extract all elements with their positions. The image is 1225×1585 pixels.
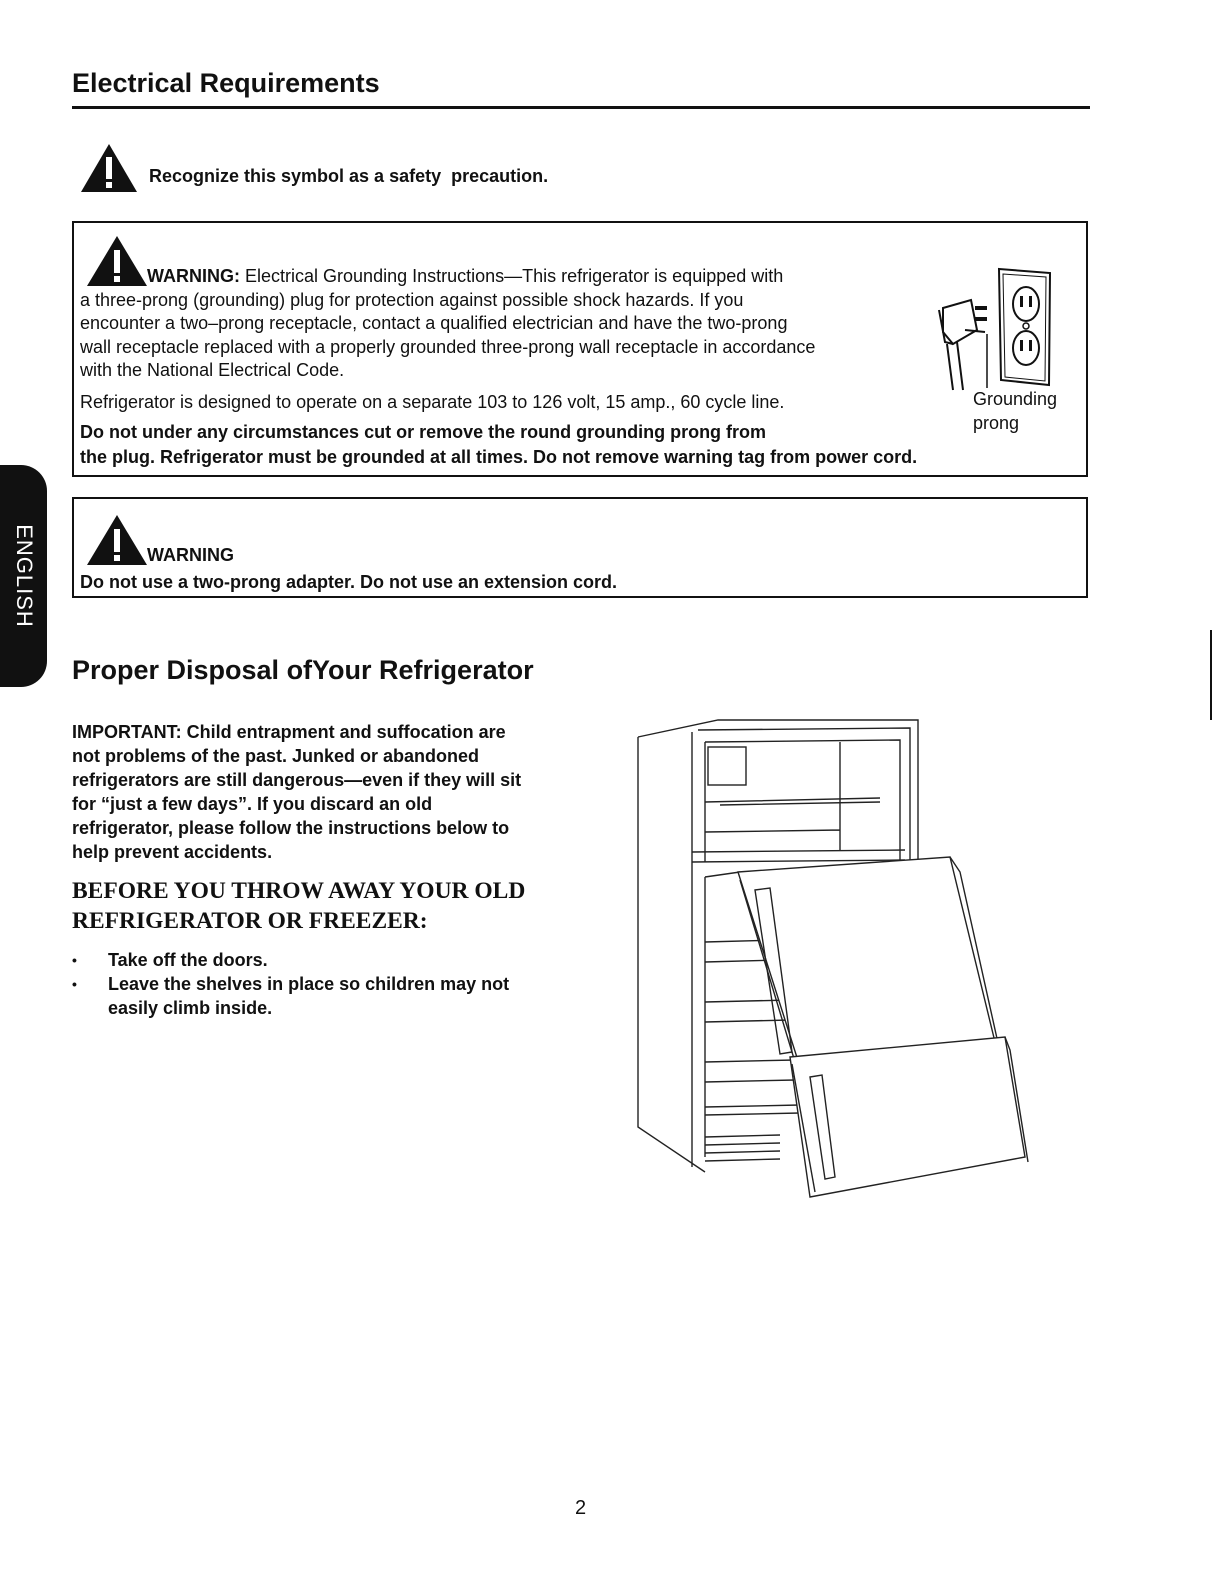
warning-line: with the National Electrical Code. [80, 360, 345, 380]
proper-disposal-title: Proper Disposal ofYour Refrigerator [72, 655, 534, 685]
warning-line: a three-prong (grounding) plug for protection against possible shock hazards. If you [80, 289, 744, 310]
figure-caption-grounding: Grounding [973, 389, 1058, 409]
important-line: for “just a few days”. If you discard an old [72, 794, 433, 814]
language-tab [0, 465, 47, 687]
page-edge-mark [1210, 630, 1212, 720]
electrical-requirements-title: Electrical Requirements [72, 68, 380, 98]
warning-line: wall receptacle replaced with a properly grounded three-prong wall receptacle in accordance [80, 336, 816, 357]
page-number: 2 [575, 1497, 587, 1519]
grounding-plug-outlet-figure [925, 260, 1065, 395]
language-tab-label: ENGLISH [11, 524, 37, 628]
warning-label: WARNING: [147, 266, 240, 286]
warning-triangle-icon [80, 143, 138, 193]
before-discard-heading: BEFORE YOU THROW AWAY YOUR OLD [72, 878, 526, 904]
grounding-warning-text [80, 265, 940, 383]
list-item: • Leave the shelves in place so children may not easily climb inside. [72, 972, 562, 1020]
safety-symbol-note: Recognize this symbol as a safety precaution. [149, 166, 549, 186]
list-item: • Take off the doors. [72, 948, 562, 972]
grounding-prong-warning: Do not under any circumstances cut or remove the round grounding prong from [80, 422, 767, 442]
adapter-warning-text: Do not use a two-prong adapter. Do not use an extension cord. [80, 572, 618, 592]
operate-spec-text: Refrigerator is designed to operate on a separate 103 to 126 volt, 15 amp., 60 cycle line. [80, 392, 785, 412]
figure-caption-prong: prong [973, 413, 1020, 433]
important-line: refrigerators are still dangerous—even if they will sit [72, 770, 522, 790]
disposal-steps-list [72, 948, 562, 1020]
important-line: help prevent accidents. [72, 842, 273, 862]
important-line: not problems of the past. Junked or abandoned [72, 746, 480, 766]
grounding-required-warning: the plug. Refrigerator must be grounded at all times. Do not remove warning tag from power cord. [80, 447, 918, 467]
title-rule [72, 106, 1090, 109]
warning-triangle-icon [86, 514, 148, 566]
refrigerator-doors-removed-illustration [630, 712, 1035, 1207]
important-line: IMPORTANT: Child entrapment and suffocation are [72, 722, 506, 742]
warning-line: encounter a two–prong receptacle, contact a qualified electrician and have the two-prong [80, 313, 788, 333]
important-line: refrigerator, please follow the instructions below to [72, 818, 510, 838]
before-discard-heading: REFRIGERATOR OR FREEZER: [72, 908, 428, 934]
important-paragraph [72, 720, 521, 864]
warning-line: Electrical Grounding Instructions—This refrigerator is equipped with [245, 266, 784, 286]
warning-label: WARNING [147, 545, 234, 565]
